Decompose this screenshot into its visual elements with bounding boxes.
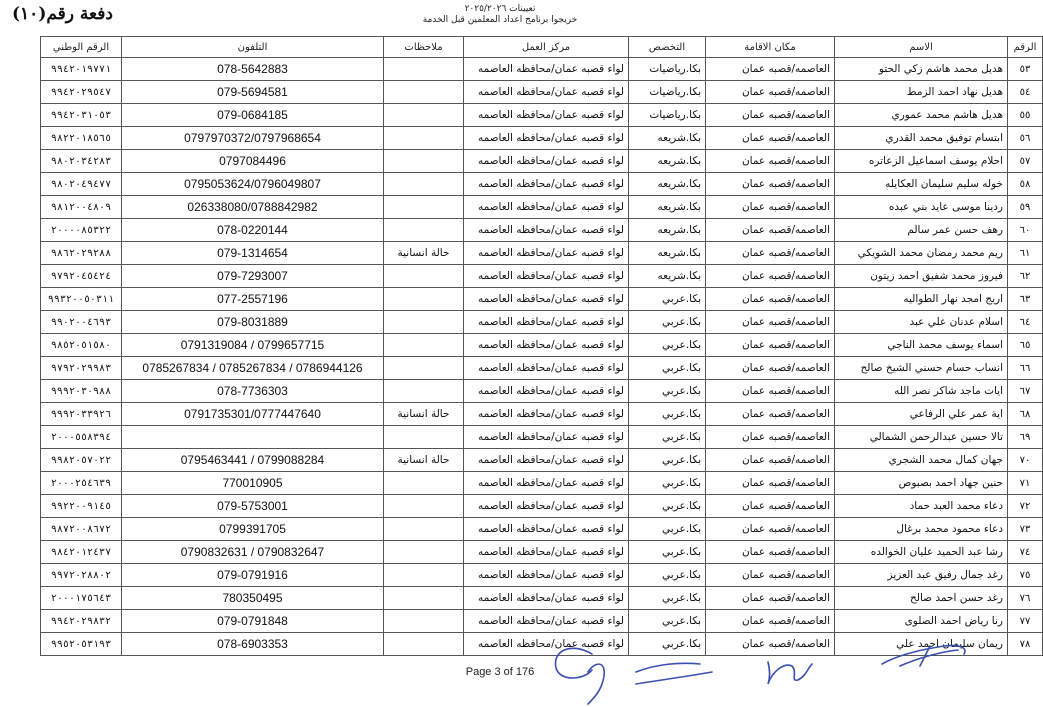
specialty-cell: بكا.عربي xyxy=(629,288,706,311)
specialty-cell: بكا.عربي xyxy=(629,495,706,518)
phone-cell: 078-0220144 xyxy=(122,219,384,242)
row-number-cell: ٧٧ xyxy=(1008,610,1043,633)
name-cell: تالا حسين عبدالرحمن الشمالي xyxy=(835,426,1008,449)
name-cell: هديل هاشم محمد عموري xyxy=(835,104,1008,127)
notes-cell: حالة انسانية xyxy=(384,242,464,265)
row-number-cell: ٧٦ xyxy=(1008,587,1043,610)
specialty-cell: بكا.شريعه xyxy=(629,127,706,150)
col-header-phone: التلفون xyxy=(122,37,384,58)
national-id-cell: ٩٩٩٢٠٣٠٩٨٨ xyxy=(41,380,122,403)
phone-cell: 0797970372/0797968654 xyxy=(122,127,384,150)
name-cell: ريم محمد رمضان محمد الشويكي xyxy=(835,242,1008,265)
residence-cell: العاصمه/قصبه عمان xyxy=(706,58,835,81)
row-number-cell: ٦١ xyxy=(1008,242,1043,265)
national-id-cell: ٩٨٠٢٠٤٩٤٧٧ xyxy=(41,173,122,196)
row-number-cell: ٥٨ xyxy=(1008,173,1043,196)
name-cell: ابتسام توفيق محمد القدري xyxy=(835,127,1008,150)
workplace-cell: لواء قصبه عمان/محافظه العاصمه xyxy=(464,196,629,219)
phone-cell: 079-5753001 xyxy=(122,495,384,518)
workplace-cell: لواء قصبه عمان/محافظه العاصمه xyxy=(464,564,629,587)
name-cell: انساب حسام حسني الشيخ صالح xyxy=(835,357,1008,380)
specialty-cell: بكا.عربي xyxy=(629,472,706,495)
national-id-cell: ٩٨٤٢٠١٢٤٣٧ xyxy=(41,541,122,564)
row-number-cell: ٥٧ xyxy=(1008,150,1043,173)
workplace-cell: لواء قصبه عمان/محافظه العاصمه xyxy=(464,288,629,311)
workplace-cell: لواء قصبه عمان/محافظه العاصمه xyxy=(464,426,629,449)
specialty-cell: بكا.عربي xyxy=(629,518,706,541)
residence-cell: العاصمه/قصبه عمان xyxy=(706,311,835,334)
row-number-cell: ٧٤ xyxy=(1008,541,1043,564)
specialty-cell: بكا.شريعه xyxy=(629,242,706,265)
residence-cell: العاصمه/قصبه عمان xyxy=(706,150,835,173)
row-number-cell: ٥٩ xyxy=(1008,196,1043,219)
col-header-notes: ملاحظات xyxy=(384,37,464,58)
residence-cell: العاصمه/قصبه عمان xyxy=(706,173,835,196)
residence-cell: العاصمه/قصبه عمان xyxy=(706,357,835,380)
workplace-cell: لواء قصبه عمان/محافظه العاصمه xyxy=(464,150,629,173)
row-number-cell: ٧١ xyxy=(1008,472,1043,495)
name-cell: خوله سليم سليمان العكايله xyxy=(835,173,1008,196)
residence-cell: العاصمه/قصبه عمان xyxy=(706,449,835,472)
workplace-cell: لواء قصبه عمان/محافظه العاصمه xyxy=(464,127,629,150)
name-cell: رشا عبد الحميد عليان الخوالده xyxy=(835,541,1008,564)
name-cell: هديل نهاد احمد الزمط xyxy=(835,81,1008,104)
workplace-cell: لواء قصبه عمان/محافظه العاصمه xyxy=(464,610,629,633)
phone-cell: 079-8031889 xyxy=(122,311,384,334)
workplace-cell: لواء قصبه عمان/محافظه العاصمه xyxy=(464,311,629,334)
phone-cell: 079-0791848 xyxy=(122,610,384,633)
phone-cell: 026338080/0788842982 xyxy=(122,196,384,219)
name-cell: حنين جهاد احمد بصبوص xyxy=(835,472,1008,495)
national-id-cell: ٩٨٥٢٠٥١٥٨٠ xyxy=(41,334,122,357)
residence-cell: العاصمه/قصبه عمان xyxy=(706,518,835,541)
row-number-cell: ٥٤ xyxy=(1008,81,1043,104)
residence-cell: العاصمه/قصبه عمان xyxy=(706,541,835,564)
phone-cell: 079-0791916 xyxy=(122,564,384,587)
specialty-cell: بكا.عربي xyxy=(629,380,706,403)
workplace-cell: لواء قصبه عمان/محافظه العاصمه xyxy=(464,633,629,656)
phone-cell: 077-2557196 xyxy=(122,288,384,311)
phone-cell: 0797084496 xyxy=(122,150,384,173)
phone-cell: 0791735301/0777447640 xyxy=(122,403,384,426)
residence-cell: العاصمه/قصبه عمان xyxy=(706,587,835,610)
phone-cell: 780350495 xyxy=(122,587,384,610)
notes-cell: حالة انسانية xyxy=(384,403,464,426)
name-cell: جهان كمال محمد الشجري xyxy=(835,449,1008,472)
workplace-cell: لواء قصبه عمان/محافظه العاصمه xyxy=(464,541,629,564)
row-number-cell: ٦٢ xyxy=(1008,265,1043,288)
specialty-cell: بكا.رياضيات xyxy=(629,58,706,81)
national-id-cell: ٩٩٢٢٠٠٩١٤٥ xyxy=(41,495,122,518)
residence-cell: العاصمه/قصبه عمان xyxy=(706,127,835,150)
row-number-cell: ٦٩ xyxy=(1008,426,1043,449)
row-number-cell: ٥٦ xyxy=(1008,127,1043,150)
residence-cell: العاصمه/قصبه عمان xyxy=(706,219,835,242)
specialty-cell: بكا.رياضيات xyxy=(629,81,706,104)
national-id-cell: ٩٨١٢٠٠٤٨٠٩ xyxy=(41,196,122,219)
col-header-workplace: مركز العمل xyxy=(464,37,629,58)
name-cell: رهف حسن عمر سالم xyxy=(835,219,1008,242)
col-header-residence: مكان الاقامة xyxy=(706,37,835,58)
workplace-cell: لواء قصبه عمان/محافظه العاصمه xyxy=(464,380,629,403)
national-id-cell: ٩٩٤٢٠٣١٠٥٣ xyxy=(41,104,122,127)
residence-cell: العاصمه/قصبه عمان xyxy=(706,564,835,587)
workplace-cell: لواء قصبه عمان/محافظه العاصمه xyxy=(464,472,629,495)
specialty-cell: بكا.عربي xyxy=(629,587,706,610)
workplace-cell: لواء قصبه عمان/محافظه العاصمه xyxy=(464,265,629,288)
residence-cell: العاصمه/قصبه عمان xyxy=(706,633,835,656)
national-id-cell: ٩٩٩٢٠٣٣٩٢٦ xyxy=(41,403,122,426)
workplace-cell: لواء قصبه عمان/محافظه العاصمه xyxy=(464,58,629,81)
row-number-cell: ٦٤ xyxy=(1008,311,1043,334)
col-header-specialty: التخصص xyxy=(629,37,706,58)
workplace-cell: لواء قصبه عمان/محافظه العاصمه xyxy=(464,242,629,265)
signature-2 xyxy=(636,663,712,684)
phone-cell: 079-0684185 xyxy=(122,104,384,127)
specialty-cell: بكا.عربي xyxy=(629,633,706,656)
national-id-cell: ٩٩٤٢٠٢٩٨٣٢ xyxy=(41,610,122,633)
specialty-cell: بكا.عربي xyxy=(629,403,706,426)
national-id-cell: ٢٠٠٠٢٥٤٦٣٩ xyxy=(41,472,122,495)
row-number-cell: ٧٨ xyxy=(1008,633,1043,656)
workplace-cell: لواء قصبه عمان/محافظه العاصمه xyxy=(464,219,629,242)
phone-cell: 0791319084 / 0799657715 xyxy=(122,334,384,357)
phone-cell: 079-1314654 xyxy=(122,242,384,265)
workplace-cell: لواء قصبه عمان/محافظه العاصمه xyxy=(464,495,629,518)
name-cell: ردينا موسى عايد بني عبده xyxy=(835,196,1008,219)
national-id-cell: ٩٧٩٢٠٢٩٩٨٣ xyxy=(41,357,122,380)
residence-cell: العاصمه/قصبه عمان xyxy=(706,472,835,495)
col-header-name: الاسم xyxy=(835,37,1008,58)
name-cell: رغد حسن احمد صالح xyxy=(835,587,1008,610)
specialty-cell: بكا.شريعه xyxy=(629,150,706,173)
signature-3 xyxy=(768,662,812,684)
row-number-cell: ٦٧ xyxy=(1008,380,1043,403)
row-number-cell: ٥٥ xyxy=(1008,104,1043,127)
specialty-cell: بكا.شريعه xyxy=(629,173,706,196)
national-id-cell: ٩٩٠٢٠٠٤٦٩٣ xyxy=(41,311,122,334)
phone-cell: 0795463441 / 0799088284 xyxy=(122,449,384,472)
residence-cell: العاصمه/قصبه عمان xyxy=(706,265,835,288)
name-cell: اية عمر علي الرفاعي xyxy=(835,403,1008,426)
name-cell: ايات ماجد شاكر نصر الله xyxy=(835,380,1008,403)
phone-cell: 0785267834 / 0785267834 / 0786944126 xyxy=(122,357,384,380)
title-line-1: تعيينات ٢٠٢٥/٢٠٢٦ xyxy=(464,4,536,14)
residence-cell: العاصمه/قصبه عمان xyxy=(706,104,835,127)
specialty-cell: بكا.عربي xyxy=(629,564,706,587)
name-cell: اريج امجد نهار الطواليه xyxy=(835,288,1008,311)
name-cell: ريمان سليمان احمد علي xyxy=(835,633,1008,656)
row-number-cell: ٦٨ xyxy=(1008,403,1043,426)
national-id-cell: ٩٩٤٢٠١٩٧٧١ xyxy=(41,58,122,81)
national-id-cell: ٩٩٤٢٠٢٩٥٤٧ xyxy=(41,81,122,104)
page-number: Page 3 of 176 xyxy=(465,666,535,678)
row-number-cell: ٧٥ xyxy=(1008,564,1043,587)
name-cell: اسماء يوسف محمد الناجي xyxy=(835,334,1008,357)
row-number-cell: ٦٦ xyxy=(1008,357,1043,380)
name-cell: هديل محمد هاشم زكي الحتو xyxy=(835,58,1008,81)
phone-cell: 0790832631 / 0790832647 xyxy=(122,541,384,564)
name-cell: رنا رياض احمد الصلوى xyxy=(835,610,1008,633)
workplace-cell: لواء قصبه عمان/محافظه العاصمه xyxy=(464,403,629,426)
residence-cell: العاصمه/قصبه عمان xyxy=(706,242,835,265)
residence-cell: العاصمه/قصبه عمان xyxy=(706,380,835,403)
national-id-cell: ٩٨٢٢٠١٨٥٦٥ xyxy=(41,127,122,150)
col-header-number: الرقم xyxy=(1008,37,1043,58)
workplace-cell: لواء قصبه عمان/محافظه العاصمه xyxy=(464,104,629,127)
residence-cell: العاصمه/قصبه عمان xyxy=(706,196,835,219)
phone-cell: 0795053624/0796049807 xyxy=(122,173,384,196)
residence-cell: العاصمه/قصبه عمان xyxy=(706,334,835,357)
specialty-cell: بكا.عربي xyxy=(629,426,706,449)
name-cell: اسلام عدنان علي عبد xyxy=(835,311,1008,334)
specialty-cell: بكا.شريعه xyxy=(629,219,706,242)
row-number-cell: ٥٣ xyxy=(1008,58,1043,81)
title-line-2: خريجوا برنامج اعداد المعلمين قبل الخدمة xyxy=(422,15,578,25)
signature-1 xyxy=(555,648,604,704)
national-id-cell: ٩٩٥٢٠٥٣١٩٣ xyxy=(41,633,122,656)
national-id-cell: ٩٨٧٢٠٠٨٦٧٢ xyxy=(41,518,122,541)
row-number-cell: ٧٣ xyxy=(1008,518,1043,541)
national-id-cell: ٩٩٧٢٠٢٨٨٠٢ xyxy=(41,564,122,587)
name-cell: رغد جمال رفيق عبد العزيز xyxy=(835,564,1008,587)
phone-cell: 0799391705 xyxy=(122,518,384,541)
specialty-cell: بكا.عربي xyxy=(629,610,706,633)
batch-number-label: دفعة رقم(١٠) xyxy=(12,4,113,24)
national-id-cell: ٩٧٩٢٠٤٥٤٢٤ xyxy=(41,265,122,288)
specialty-cell: بكا.شريعه xyxy=(629,196,706,219)
national-id-cell: ٩٨٠٢٠٣٤٢٨٣ xyxy=(41,150,122,173)
residence-cell: العاصمه/قصبه عمان xyxy=(706,426,835,449)
phone-cell: 079-5694581 xyxy=(122,81,384,104)
workplace-cell: لواء قصبه عمان/محافظه العاصمه xyxy=(464,173,629,196)
residence-cell: العاصمه/قصبه عمان xyxy=(706,403,835,426)
workplace-cell: لواء قصبه عمان/محافظه العاصمه xyxy=(464,334,629,357)
phone-cell: 078-7736303 xyxy=(122,380,384,403)
col-header-national-id: الرقم الوطني xyxy=(41,37,122,58)
specialty-cell: بكا.شريعه xyxy=(629,265,706,288)
national-id-cell: ٩٨٦٢٠٢٩٢٨٨ xyxy=(41,242,122,265)
workplace-cell: لواء قصبه عمان/محافظه العاصمه xyxy=(464,449,629,472)
name-cell: فيروز محمد شفيق احمد زيتون xyxy=(835,265,1008,288)
specialty-cell: بكا.عربي xyxy=(629,334,706,357)
specialty-cell: بكا.عربي xyxy=(629,357,706,380)
residence-cell: العاصمه/قصبه عمان xyxy=(706,610,835,633)
workplace-cell: لواء قصبه عمان/محافظه العاصمه xyxy=(464,518,629,541)
notes-cell: حالة انسانية xyxy=(384,449,464,472)
specialty-cell: بكا.عربي xyxy=(629,541,706,564)
row-number-cell: ٧٢ xyxy=(1008,495,1043,518)
phone-cell: 078-5642883 xyxy=(122,58,384,81)
name-cell: احلام يوسف اسماعيل الزعاتره xyxy=(835,150,1008,173)
specialty-cell: بكا.رياضيات xyxy=(629,104,706,127)
signature-4 xyxy=(882,645,965,666)
workplace-cell: لواء قصبه عمان/محافظه العاصمه xyxy=(464,357,629,380)
residence-cell: العاصمه/قصبه عمان xyxy=(706,81,835,104)
workplace-cell: لواء قصبه عمان/محافظه العاصمه xyxy=(464,81,629,104)
national-id-cell: ٢٠٠٠٥٥٨٣٩٤ xyxy=(41,426,122,449)
phone-cell: 770010905 xyxy=(122,472,384,495)
phone-cell: 079-7293007 xyxy=(122,265,384,288)
residence-cell: العاصمه/قصبه عمان xyxy=(706,495,835,518)
workplace-cell: لواء قصبه عمان/محافظه العاصمه xyxy=(464,587,629,610)
name-cell: دعاء محمد العبد حماد xyxy=(835,495,1008,518)
national-id-cell: ٩٩٣٢٠٠٥٠٣١١ xyxy=(41,288,122,311)
row-number-cell: ٦٥ xyxy=(1008,334,1043,357)
row-number-cell: ٧٠ xyxy=(1008,449,1043,472)
national-id-cell: ٢٠٠٠١٧٥٦٤٣ xyxy=(41,587,122,610)
national-id-cell: ٢٠٠٠٠٨٥٣٢٢ xyxy=(41,219,122,242)
name-cell: دعاء محمود محمد برغال xyxy=(835,518,1008,541)
national-id-cell: ٩٩٨٢٠٥٧٠٢٢ xyxy=(41,449,122,472)
phone-cell: 078-6903353 xyxy=(122,633,384,656)
row-number-cell: ٦٠ xyxy=(1008,219,1043,242)
specialty-cell: بكا.عربي xyxy=(629,311,706,334)
residence-cell: العاصمه/قصبه عمان xyxy=(706,288,835,311)
specialty-cell: بكا.عربي xyxy=(629,449,706,472)
row-number-cell: ٦٣ xyxy=(1008,288,1043,311)
